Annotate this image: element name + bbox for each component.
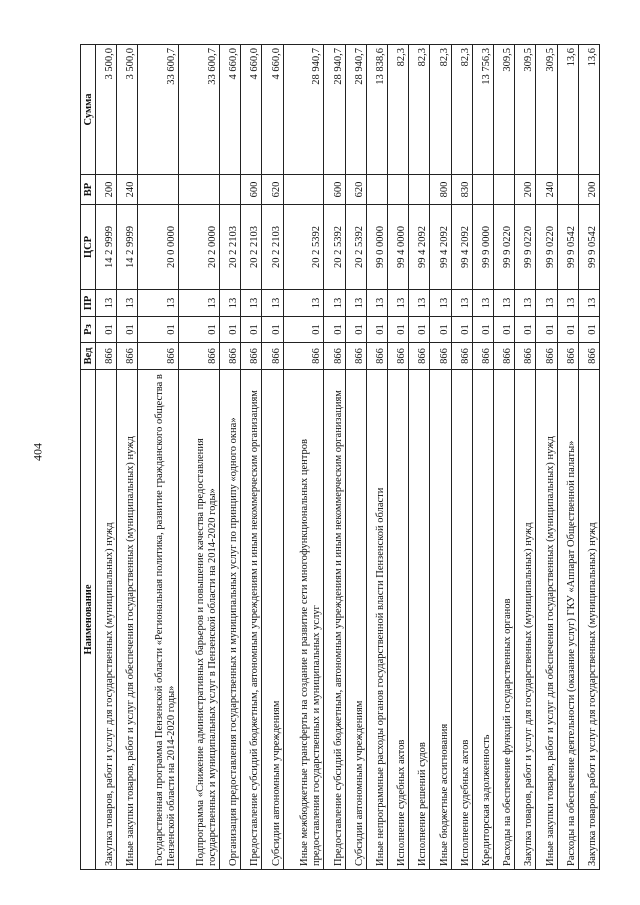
table-header xyxy=(81,45,96,870)
table-row xyxy=(117,45,138,870)
cell-csr: 14 2 9999 xyxy=(117,205,138,290)
budget-table xyxy=(80,44,600,870)
table-body xyxy=(96,45,600,870)
cell-vr xyxy=(472,175,493,205)
cell-ved: 866 xyxy=(557,343,578,370)
cell-name: Исполнение судебных актов xyxy=(451,370,472,870)
cell-pr: 13 xyxy=(219,290,240,317)
page-number: 404 xyxy=(30,443,45,461)
cell-csr: 99 4 2092 xyxy=(430,205,451,290)
cell-rz: 01 xyxy=(345,317,366,343)
cell-name: Предоставление субсидий бюджетным, автономным учреждениям и иным некоммерческим организациям xyxy=(324,370,345,870)
cell-ved: 866 xyxy=(536,343,557,370)
cell-ved: 866 xyxy=(283,343,324,370)
cell-sum: 82,3 xyxy=(387,45,408,175)
cell-vr xyxy=(409,175,430,205)
cell-sum: 33 600,7 xyxy=(138,45,179,175)
cell-pr: 13 xyxy=(409,290,430,317)
cell-ved: 866 xyxy=(96,343,117,370)
cell-name: Предоставление субсидий бюджетным, автономным учреждениям и иным некоммерческим организациям xyxy=(241,370,262,870)
cell-name: Исполнение судебных актов xyxy=(387,370,408,870)
cell-ved: 866 xyxy=(179,343,220,370)
header-csr: ЦСР xyxy=(81,205,96,290)
cell-csr: 99 0 0000 xyxy=(366,205,387,290)
table-row xyxy=(366,45,387,870)
rotated-table-frame xyxy=(80,45,600,870)
table-row xyxy=(515,45,536,870)
table-row xyxy=(219,45,240,870)
cell-rz: 01 xyxy=(96,317,117,343)
cell-pr: 13 xyxy=(451,290,472,317)
table-row xyxy=(138,45,179,870)
cell-pr: 13 xyxy=(283,290,324,317)
cell-rz: 01 xyxy=(324,317,345,343)
table-row xyxy=(179,45,220,870)
cell-csr: 99 9 0220 xyxy=(536,205,557,290)
cell-vr: 200 xyxy=(515,175,536,205)
cell-name: Организация предоставления государственных и муниципальных услуг по принципу «одного окна» xyxy=(219,370,240,870)
cell-pr: 13 xyxy=(117,290,138,317)
cell-pr: 13 xyxy=(515,290,536,317)
cell-rz: 01 xyxy=(409,317,430,343)
header-sum: Сумма xyxy=(81,45,96,175)
cell-vr xyxy=(493,175,514,205)
cell-csr: 99 9 0220 xyxy=(515,205,536,290)
cell-pr: 13 xyxy=(430,290,451,317)
cell-rz: 01 xyxy=(387,317,408,343)
cell-vr xyxy=(283,175,324,205)
header-ved: Вед xyxy=(81,343,96,370)
cell-name: Подпрограмма «Снижение административных барьеров и повышение качества предоставления государственных и муниципальных услуг в Пензенской области на 2014-2020 годы» xyxy=(179,370,220,870)
cell-rz: 01 xyxy=(179,317,220,343)
cell-rz: 01 xyxy=(283,317,324,343)
cell-ved: 866 xyxy=(117,343,138,370)
cell-ved: 866 xyxy=(493,343,514,370)
cell-sum: 82,3 xyxy=(409,45,430,175)
table-row xyxy=(345,45,366,870)
table-row xyxy=(283,45,324,870)
cell-pr: 13 xyxy=(472,290,493,317)
cell-csr: 20 2 2103 xyxy=(219,205,240,290)
cell-name: Иные закупки товаров, работ и услуг для обеспечения государственных (муниципальных) нужд xyxy=(536,370,557,870)
cell-vr xyxy=(138,175,179,205)
cell-csr: 20 2 0000 xyxy=(179,205,220,290)
cell-name: Расходы на обеспечение функций государственных органов xyxy=(493,370,514,870)
table-row xyxy=(387,45,408,870)
cell-ved: 866 xyxy=(409,343,430,370)
cell-rz: 01 xyxy=(241,317,262,343)
table-row xyxy=(472,45,493,870)
cell-pr: 13 xyxy=(241,290,262,317)
cell-sum: 13 756,3 xyxy=(472,45,493,175)
cell-rz: 01 xyxy=(578,317,599,343)
cell-name: Иные непрограммные расходы органов государственной власти Пензенской области xyxy=(366,370,387,870)
cell-rz: 01 xyxy=(219,317,240,343)
cell-sum: 3 500,0 xyxy=(96,45,117,175)
cell-name: Закупка товаров, работ и услуг для государственных (муниципальных) нужд xyxy=(96,370,117,870)
cell-pr: 13 xyxy=(578,290,599,317)
cell-name: Иные бюджетные ассигнования xyxy=(430,370,451,870)
cell-name: Иные закупки товаров, работ и услуг для обеспечения государственных (муниципальных) нужд xyxy=(117,370,138,870)
cell-vr: 200 xyxy=(578,175,599,205)
cell-name: Иные межбюджетные трансферты на создание и развитие сети многофункциональных центров предоставления государственных и муниципальных услуг xyxy=(283,370,324,870)
cell-sum: 309,5 xyxy=(536,45,557,175)
cell-pr: 13 xyxy=(366,290,387,317)
header-row xyxy=(81,45,96,870)
table-row xyxy=(451,45,472,870)
cell-sum: 28 940,7 xyxy=(324,45,345,175)
cell-name: Закупка товаров, работ и услуг для государственных (муниципальных) нужд xyxy=(515,370,536,870)
cell-ved: 866 xyxy=(219,343,240,370)
cell-rz: 01 xyxy=(262,317,283,343)
cell-ved: 866 xyxy=(515,343,536,370)
cell-ved: 866 xyxy=(262,343,283,370)
cell-pr: 13 xyxy=(387,290,408,317)
cell-sum: 33 600,7 xyxy=(179,45,220,175)
table-row xyxy=(430,45,451,870)
cell-csr: 20 2 5392 xyxy=(283,205,324,290)
cell-name: Исполнение решений судов xyxy=(409,370,430,870)
cell-sum: 28 940,7 xyxy=(345,45,366,175)
cell-ved: 866 xyxy=(451,343,472,370)
cell-pr: 13 xyxy=(96,290,117,317)
cell-name: Субсидии автономным учреждениям xyxy=(262,370,283,870)
cell-sum: 4 660,0 xyxy=(241,45,262,175)
cell-csr: 14 2 9999 xyxy=(96,205,117,290)
cell-sum: 3 500,0 xyxy=(117,45,138,175)
cell-csr: 99 4 2092 xyxy=(409,205,430,290)
cell-ved: 866 xyxy=(324,343,345,370)
cell-csr: 99 9 0220 xyxy=(493,205,514,290)
cell-csr: 20 2 2103 xyxy=(262,205,283,290)
cell-ved: 866 xyxy=(366,343,387,370)
cell-sum: 82,3 xyxy=(430,45,451,175)
cell-ved: 866 xyxy=(345,343,366,370)
cell-pr: 13 xyxy=(536,290,557,317)
cell-ved: 866 xyxy=(241,343,262,370)
cell-ved: 866 xyxy=(138,343,179,370)
cell-vr xyxy=(366,175,387,205)
cell-sum: 28 940,7 xyxy=(283,45,324,175)
cell-rz: 01 xyxy=(536,317,557,343)
cell-rz: 01 xyxy=(493,317,514,343)
cell-rz: 01 xyxy=(451,317,472,343)
cell-rz: 01 xyxy=(515,317,536,343)
cell-vr: 240 xyxy=(117,175,138,205)
table-row xyxy=(536,45,557,870)
cell-sum: 13,6 xyxy=(578,45,599,175)
header-pr: ПР xyxy=(81,290,96,317)
cell-ved: 866 xyxy=(578,343,599,370)
table-row xyxy=(96,45,117,870)
cell-csr: 99 9 0542 xyxy=(557,205,578,290)
cell-csr: 20 2 2103 xyxy=(241,205,262,290)
cell-csr: 20 2 5392 xyxy=(345,205,366,290)
cell-vr xyxy=(557,175,578,205)
cell-pr: 13 xyxy=(345,290,366,317)
cell-sum: 13 838,6 xyxy=(366,45,387,175)
cell-sum: 309,5 xyxy=(493,45,514,175)
cell-pr: 13 xyxy=(179,290,220,317)
cell-sum: 4 660,0 xyxy=(219,45,240,175)
cell-vr: 620 xyxy=(262,175,283,205)
cell-vr: 830 xyxy=(451,175,472,205)
table-row xyxy=(557,45,578,870)
cell-csr: 99 9 0542 xyxy=(578,205,599,290)
cell-vr: 620 xyxy=(345,175,366,205)
cell-name: Закупка товаров, работ и услуг для государственных (муниципальных) нужд xyxy=(578,370,599,870)
cell-sum: 82,3 xyxy=(451,45,472,175)
cell-vr xyxy=(219,175,240,205)
cell-vr xyxy=(387,175,408,205)
cell-name: Субсидии автономным учреждениям xyxy=(345,370,366,870)
cell-csr: 20 0 0000 xyxy=(138,205,179,290)
cell-csr: 20 2 5392 xyxy=(324,205,345,290)
cell-vr: 600 xyxy=(324,175,345,205)
cell-ved: 866 xyxy=(472,343,493,370)
table-row xyxy=(409,45,430,870)
cell-vr: 600 xyxy=(241,175,262,205)
cell-name: Государственная программа Пензенской области «Региональная политика, развитие гражданского общества в Пензенской области на 2014-2020 годы» xyxy=(138,370,179,870)
table-row xyxy=(578,45,599,870)
cell-sum: 309,5 xyxy=(515,45,536,175)
header-name: Наименование xyxy=(81,370,96,870)
cell-ved: 866 xyxy=(387,343,408,370)
cell-csr: 99 9 0000 xyxy=(472,205,493,290)
cell-sum: 4 660,0 xyxy=(262,45,283,175)
cell-name: Расходы на обеспечение деятельности (оказание услуг) ГКУ «Аппарат Общественной палаты» xyxy=(557,370,578,870)
cell-csr: 99 4 0000 xyxy=(387,205,408,290)
table-row xyxy=(324,45,345,870)
cell-vr: 240 xyxy=(536,175,557,205)
cell-vr: 200 xyxy=(96,175,117,205)
cell-name: Кредиторская задолженность xyxy=(472,370,493,870)
cell-vr: 800 xyxy=(430,175,451,205)
cell-pr: 13 xyxy=(324,290,345,317)
table-row xyxy=(493,45,514,870)
cell-ved: 866 xyxy=(430,343,451,370)
header-vr: ВР xyxy=(81,175,96,205)
cell-csr: 99 4 2092 xyxy=(451,205,472,290)
cell-rz: 01 xyxy=(472,317,493,343)
cell-rz: 01 xyxy=(366,317,387,343)
cell-pr: 13 xyxy=(138,290,179,317)
cell-vr xyxy=(179,175,220,205)
budget-table-container xyxy=(80,45,600,870)
cell-pr: 13 xyxy=(262,290,283,317)
table-row xyxy=(241,45,262,870)
cell-sum: 13,6 xyxy=(557,45,578,175)
cell-rz: 01 xyxy=(117,317,138,343)
cell-rz: 01 xyxy=(430,317,451,343)
cell-pr: 13 xyxy=(493,290,514,317)
cell-rz: 01 xyxy=(557,317,578,343)
table-row xyxy=(262,45,283,870)
header-rz: Рз xyxy=(81,317,96,343)
cell-pr: 13 xyxy=(557,290,578,317)
cell-rz: 01 xyxy=(138,317,179,343)
